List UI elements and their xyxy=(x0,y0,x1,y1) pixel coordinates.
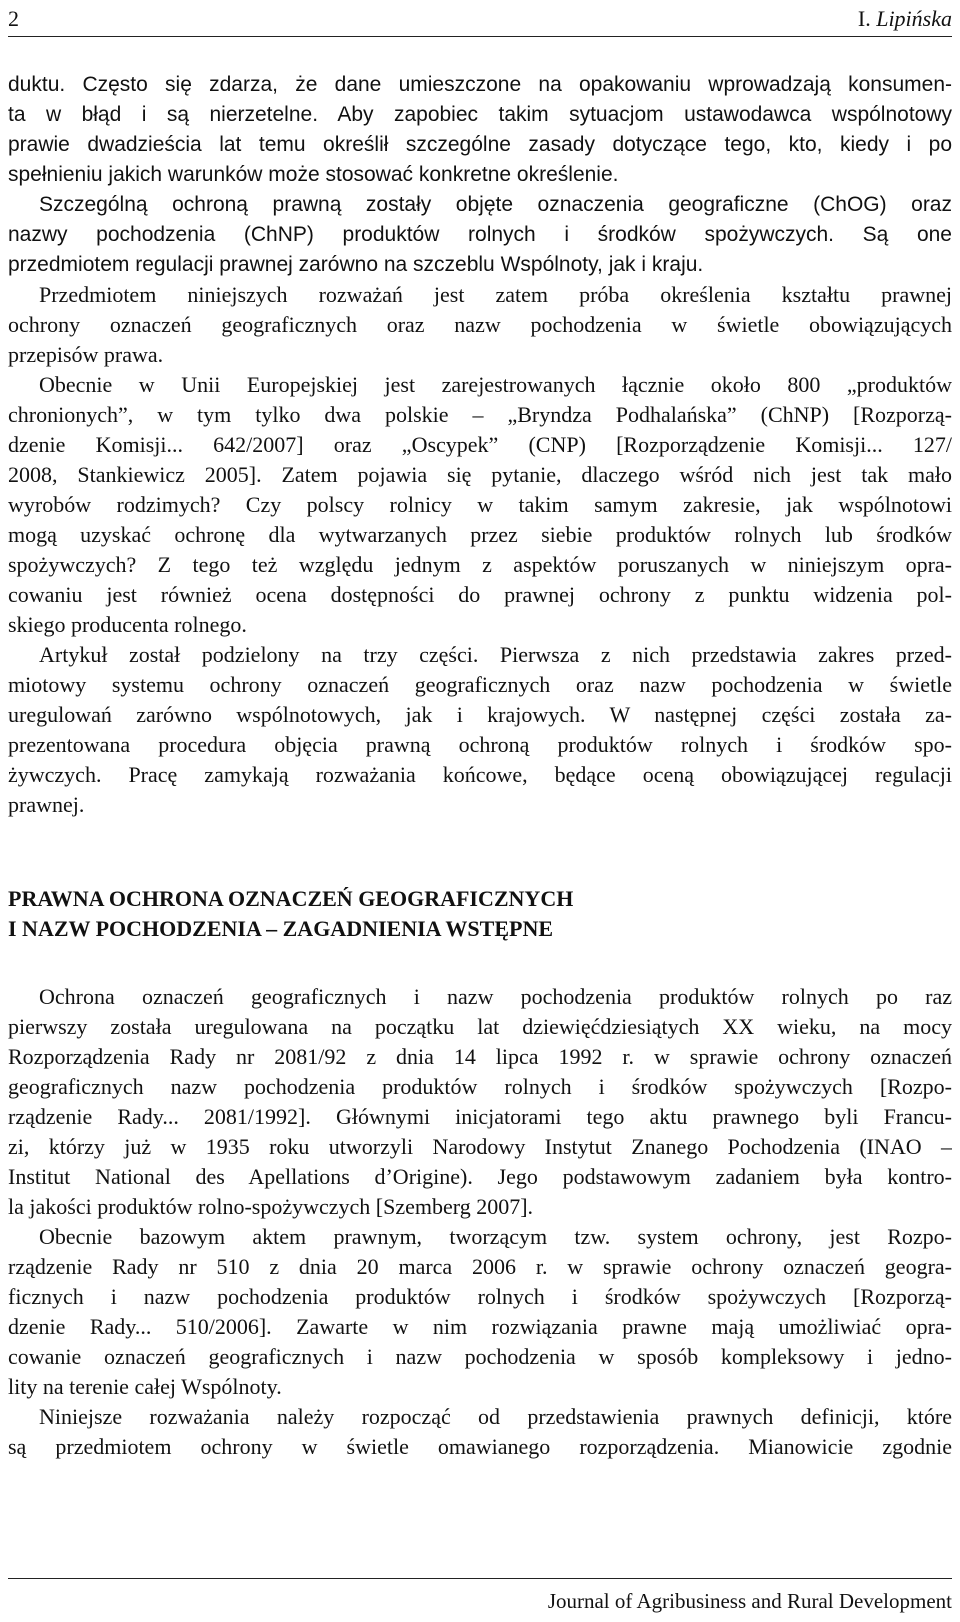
text-line: wyrobów rodzimych? Czy polscy rolnicy w takim samym zakresie, jak wspólnotowi xyxy=(8,492,952,517)
text-line: miotowy systemu ochrony oznaczeń geograficznych oraz nazw pochodzenia w świetle xyxy=(8,672,952,697)
text-line: Obecnie w Unii Europejskiej jest zarejestrowanych łącznie około 800 „produktów xyxy=(39,372,952,397)
section-heading-line: I NAZW POCHODZENIA – ZAGADNIENIA WSTĘPNE xyxy=(8,916,554,941)
text-line: la jakości produktów rolno-spożywczych [Szemberg 2007]. xyxy=(8,1194,534,1219)
journal-footer: Journal of Agribusiness and Rural Development xyxy=(547,1589,952,1613)
text-line: ta w błąd i są nierzetelne. Aby zapobiec takim sytuacjom ustawodawca wspólnotowy xyxy=(8,103,952,126)
text-line: cowanie oznaczeń geograficznych i nazw pochodzenia w sposób kompleksowy i jedno- xyxy=(8,1344,952,1369)
text-line: mogą uzyskać ochronę dla wytwarzanych przez siebie produktów rolnych lub środków xyxy=(8,522,952,547)
text-line: Niniejsze rozważania należy rozpocząć od przedstawienia prawnych definicji, które xyxy=(39,1404,952,1429)
section-heading-line: PRAWNA OCHRONA OZNACZEŃ GEOGRAFICZNYCH xyxy=(8,886,574,911)
text-line: uregulowań zarówno wspólnotowych, jak i krajowych. W następnej części została za- xyxy=(8,702,952,727)
text-line: Artykuł został podzielony na trzy części. Pierwsza z nich przedstawia zakres przed- xyxy=(39,642,952,667)
paragraph-definitions xyxy=(8,1402,952,1462)
text-line: są przedmiotem ochrony w świetle omawianego rozporządzenia. Mianowicie zgodnie xyxy=(8,1434,952,1459)
text-line: dzenie Rady... 510/2006]. Zawarte w nim rozwiązania prawne mają umożliwiać opra- xyxy=(8,1314,952,1339)
paragraph-protection-scope xyxy=(8,190,952,280)
paragraph-regulation-history xyxy=(8,982,952,1222)
text-line: ochrony oznaczeń geograficznych oraz nazw pochodzenia w świetle obowiązujących xyxy=(8,312,952,337)
running-author xyxy=(858,2,952,36)
author-surname: Lipińska xyxy=(876,6,952,31)
footer-rule xyxy=(8,1578,952,1579)
text-line: prawnej. xyxy=(8,792,85,817)
text-line: lity na terenie całej Wspólnoty. xyxy=(8,1374,282,1399)
paragraph-current-regulation xyxy=(8,1222,952,1402)
paragraph-registered-products xyxy=(8,370,952,640)
text-line: prezentowana procedura objęcia prawną ochroną produktów rolnych i środków spo- xyxy=(8,732,952,757)
text-line: żywczych. Pracę zamykają rozważania końcowe, będące oceną obowiązującej regulacji xyxy=(8,762,952,787)
text-line: rządzenie Rady... 2081/1992]. Głównymi inicjatorami tego aktu prawnego byli Francu- xyxy=(8,1104,952,1129)
text-line: chronionych”, w tym tylko dwa polskie – „Bryndza Podhalańska” (ChNP) [Rozporzą- xyxy=(8,402,952,427)
text-line: rządzenie Rady nr 510 z dnia 20 marca 2006 r. w sprawie ochrony oznaczeń geogra- xyxy=(8,1254,952,1279)
running-header xyxy=(8,2,952,37)
paragraph-study-aim xyxy=(8,280,952,370)
text-line: spożywczych? Z tego też względu jednym z aspektów poruszanych w niniejszym opra- xyxy=(8,552,952,577)
text-line: 2008, Stankiewicz 2005]. Zatem pojawia się pytanie, dlaczego wśród nich jest tak mało xyxy=(8,462,952,487)
text-line: ficznych i nazw pochodzenia produktów rolnych i środków spożywczych [Rozporzą- xyxy=(8,1284,952,1309)
text-line: zi, którzy już w 1935 roku utworzyli Narodowy Instytut Znanego Pochodzenia (INAO – xyxy=(8,1134,952,1159)
text-line: nazwy pochodzenia (ChNP) produktów rolnych i środków spożywczych. Są one xyxy=(8,223,952,246)
text-line: cowaniu jest również ocena dostępności do prawnej ochrony z punktu widzenia pol- xyxy=(8,582,952,607)
text-line: przepisów prawa. xyxy=(8,342,164,367)
text-line: prawie dwadzieścia lat temu określił szczególne zasady dotyczące tego, kto, kiedy i po xyxy=(8,133,952,156)
text-line: Szczególną ochroną prawną zostały objęte oznaczenia geograficzne (ChOG) oraz xyxy=(39,193,952,216)
paragraph-article-structure xyxy=(8,640,952,820)
text-line: duktu. Często się zdarza, że dane umieszczone na opakowaniu wprowadzają konsumen- xyxy=(8,73,952,96)
author-initial: I. xyxy=(857,6,871,31)
page-number: 2 xyxy=(8,6,19,31)
text-line: przedmiotem regulacji prawnej zarówno na szczeblu Wspólnoty, jak i kraju. xyxy=(8,253,704,276)
text-line: Rozporządzenia Rady nr 2081/92 z dnia 14 lipca 1992 r. w sprawie ochrony oznaczeń xyxy=(8,1044,952,1069)
section-heading xyxy=(8,884,952,944)
text-line: spełnieniu jakich warunków może stosować konkretne określenie. xyxy=(8,163,619,186)
text-line: pierwszy została uregulowana na początku lat dziewięćdziesiątych XX wieku, na mocy xyxy=(8,1014,952,1039)
text-line: Obecnie bazowym aktem prawnym, tworzącym tzw. system ochrony, jest Rozpo- xyxy=(39,1224,952,1249)
text-line: geograficznych nazw pochodzenia produktów rolnych i środków spożywczych [Rozpo- xyxy=(8,1074,952,1099)
paragraph-intro-continued xyxy=(8,70,952,190)
text-line: Ochrona oznaczeń geograficznych i nazw pochodzenia produktów rolnych po raz xyxy=(39,984,952,1009)
text-line: dzenie Komisji... 642/2007] oraz „Oscypek” (CNP) [Rozporządzenie Komisji... 127/ xyxy=(8,432,952,457)
text-line: Institut National des Apellations d’Origine). Jego podstawowym zadaniem była kontro- xyxy=(8,1164,952,1189)
text-line: skiego producenta rolnego. xyxy=(8,612,247,637)
text-line: Przedmiotem niniejszych rozważań jest zatem próba określenia kształtu prawnej xyxy=(39,282,952,307)
